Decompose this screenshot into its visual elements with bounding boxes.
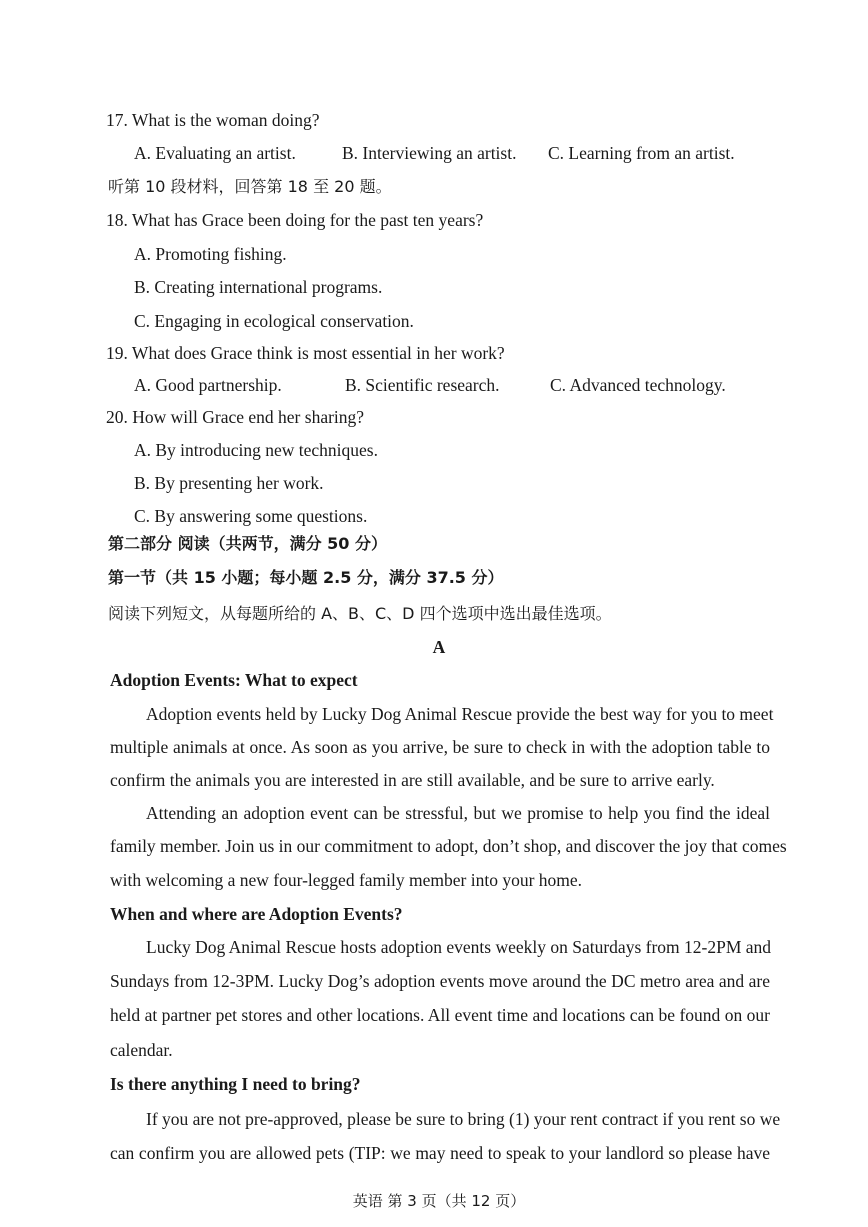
question-17-option-b: B. Interviewing an artist. bbox=[342, 143, 517, 163]
question-20-option-a: A. By introducing new techniques. bbox=[134, 440, 378, 460]
question-20-option-c: C. By answering some questions. bbox=[134, 506, 368, 526]
paragraph-2-line-2: family member. Join us in our commitment to adopt, don’t shop, and discover the joy that comes bbox=[110, 836, 787, 856]
page-footer: 英语 第 3 页（共 12 页） bbox=[352, 1192, 526, 1210]
section-one-title: 第一节（共 15 小题；每小题 2.5 分，满分 37.5 分） bbox=[108, 568, 504, 587]
paragraph-2-line-1: Attending an adoption event can be stressful, but we promise to help you find the ideal bbox=[146, 803, 770, 823]
question-20-stem: 20. How will Grace end her sharing? bbox=[106, 407, 365, 427]
paragraph-3-line-2: Sundays from 12-3PM. Lucky Dog’s adoption events move around the DC metro area and are bbox=[110, 971, 770, 991]
paragraph-4-line-2: can confirm you are allowed pets (TIP: we may need to speak to your landlord so please have bbox=[110, 1143, 770, 1163]
paragraph-3-line-3: held at partner pet stores and other locations. All event time and locations can be found on our bbox=[110, 1005, 770, 1025]
passage-heading-1: Adoption Events: What to expect bbox=[110, 670, 358, 690]
paragraph-1-line-3: confirm the animals you are interested in are still available, and be sure to arrive early. bbox=[110, 770, 715, 790]
question-19-option-a: A. Good partnership. bbox=[134, 375, 282, 395]
passage-heading-2: When and where are Adoption Events? bbox=[110, 904, 403, 924]
question-17-option-c: C. Learning from an artist. bbox=[548, 143, 735, 163]
paragraph-3-line-4: calendar. bbox=[110, 1040, 173, 1060]
passage-label: A bbox=[432, 637, 446, 657]
question-19-stem: 19. What does Grace think is most essential in her work? bbox=[106, 343, 505, 363]
listening-instruction-10: 听第 10 段材料，回答第 18 至 20 题。 bbox=[108, 177, 392, 196]
question-20-option-b: B. By presenting her work. bbox=[134, 473, 324, 493]
question-19-option-b: B. Scientific research. bbox=[345, 375, 500, 395]
reading-instruction: 阅读下列短文，从每题所给的 A、B、C、D 四个选项中选出最佳选项。 bbox=[108, 604, 612, 623]
question-18-option-c: C. Engaging in ecological conservation. bbox=[134, 311, 414, 331]
part-two-title: 第二部分 阅读（共两节，满分 50 分） bbox=[108, 534, 387, 553]
question-18-option-b: B. Creating international programs. bbox=[134, 277, 383, 297]
question-18-stem: 18. What has Grace been doing for the past ten years? bbox=[106, 210, 484, 230]
passage-heading-3: Is there anything I need to bring? bbox=[110, 1074, 361, 1094]
question-18-option-a: A. Promoting fishing. bbox=[134, 244, 287, 264]
question-17-option-a: A. Evaluating an artist. bbox=[134, 143, 296, 163]
paragraph-4-line-1: If you are not pre-approved, please be sure to bring (1) your rent contract if you rent so we bbox=[146, 1109, 781, 1129]
paragraph-1-line-2: multiple animals at once. As soon as you arrive, be sure to check in with the adoption table to bbox=[110, 737, 770, 757]
paragraph-2-line-3: with welcoming a new four-legged family member into your home. bbox=[110, 870, 583, 890]
question-19-option-c: C. Advanced technology. bbox=[550, 375, 726, 395]
question-17-stem: 17. What is the woman doing? bbox=[106, 110, 320, 130]
paragraph-3-line-1: Lucky Dog Animal Rescue hosts adoption events weekly on Saturdays from 12-2PM and bbox=[146, 937, 772, 957]
paragraph-1-line-1: Adoption events held by Lucky Dog Animal Rescue provide the best way for you to meet bbox=[146, 704, 774, 724]
